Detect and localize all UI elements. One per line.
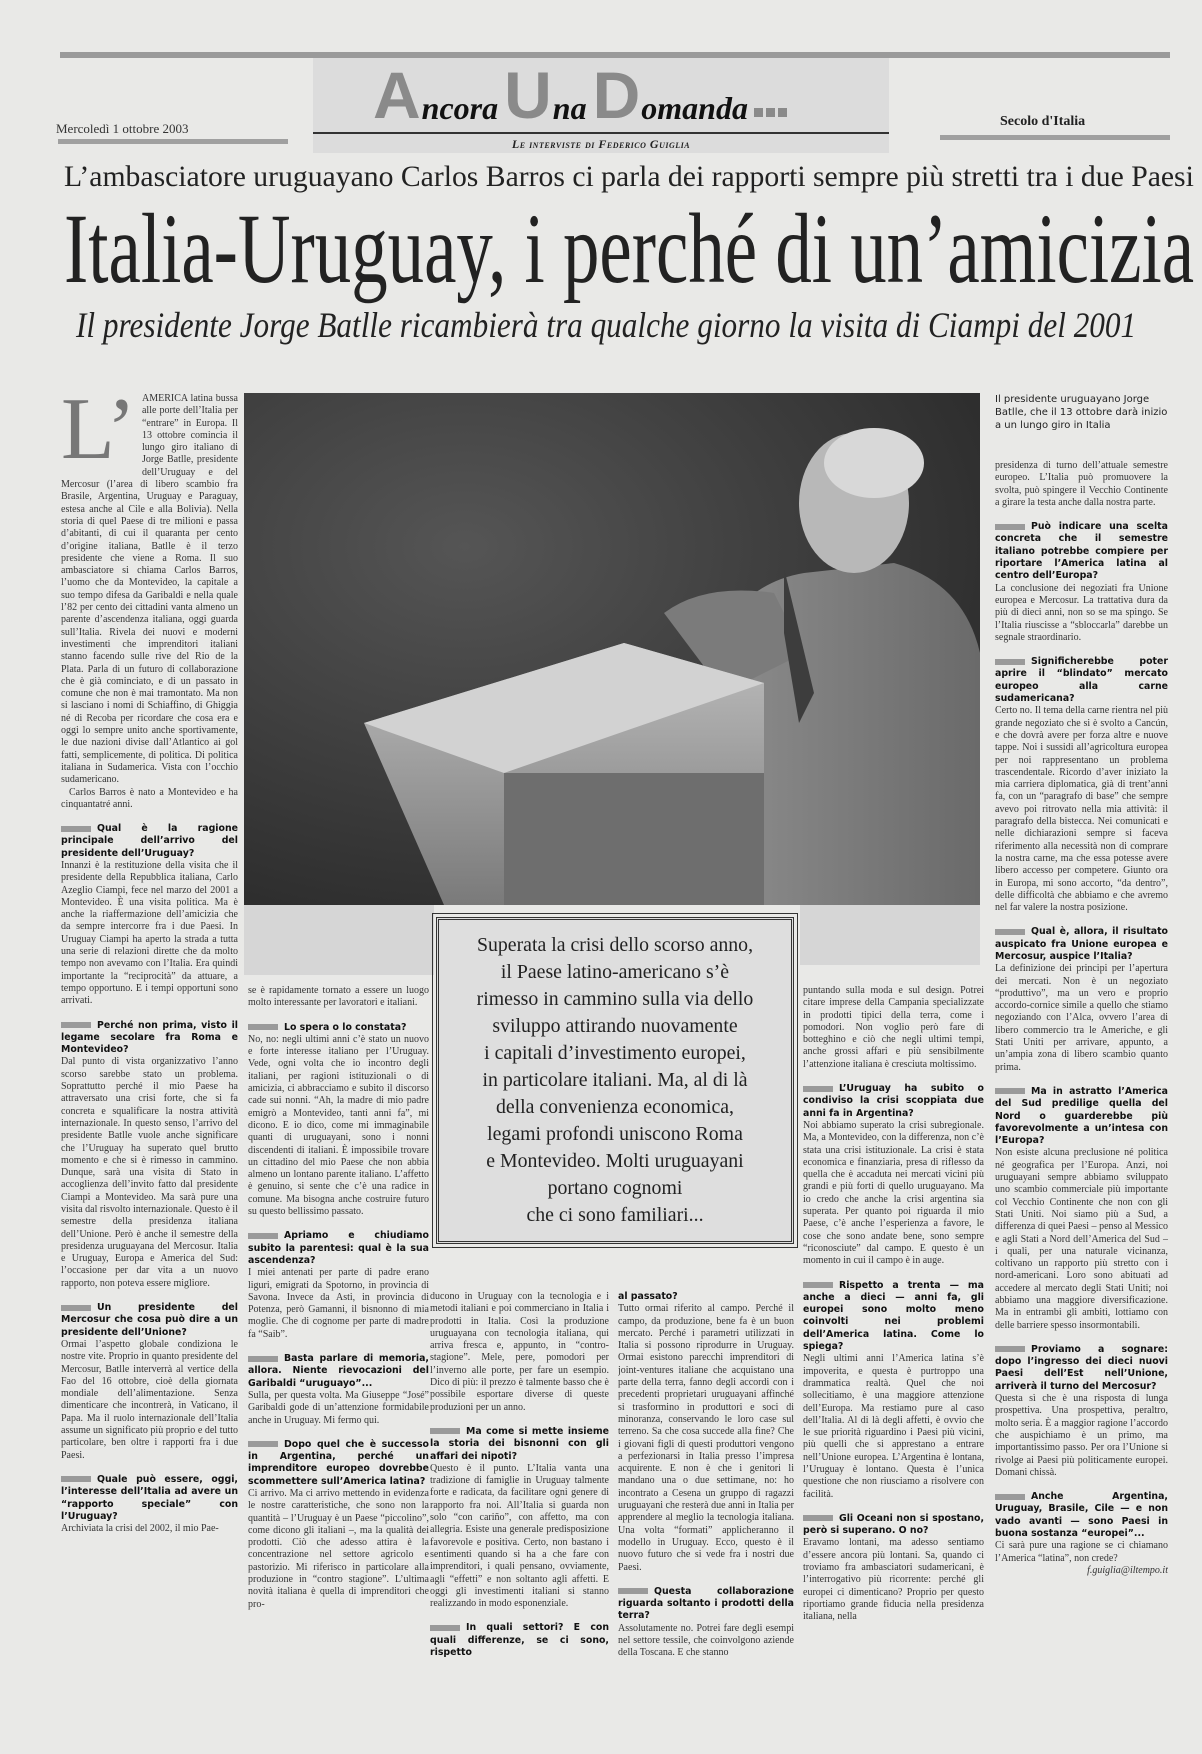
interview-question [803, 1280, 984, 1354]
article-column-1 [61, 393, 238, 1743]
pull-quote-line: legami profondi uniscono Roma [487, 1123, 743, 1145]
interview-question-continued: al passato? [618, 1291, 678, 1302]
masthead-title [373, 58, 790, 132]
article-paragraph: Carlos Barros è nato a Montevideo e ha cinquantatré anni. [61, 786, 238, 810]
divider [940, 135, 1170, 140]
article-paragraph: AMERICA latina bussa alle porte dell’Italia per “entrare” in Europa. Il 13 ottobre comincia il lungo giro italiano di Jorge Batlle, presidente dell’Uruguay e del Mercosur (l’area di libero scambio fra Brasile, Argentina, Uruguay e Paraguay, estesa anche al Cile e alla Bolivia). Nella storia di quel Paese di tre milioni e passa d’abitanti, di cui il quaranta per cento d’origine italiana, Batlle è il terzo presidente che viene a Roma. Il suo ambasciatore si chiama Carlos Barros, l’uomo che da Montevideo, la capitale a suo tempo difesa da Garibaldi e nella quale l’82 per cento dei cittadini vanta almeno un parente d’ascendenza italiana, oggi guarda sull’Italia. Rivela dei nuovi e moderni investimenti che imprenditori italiani stanno facendo sulle rive del Rio de la Plata. Parla di un futuro di collaborazione che è già cominciato, e di un passato in comune che non è mai tramontato. Ma non si lasciano i nomi di Schiaffino, di Ghiggia né di Recoba per ricordare che cosa era e oggi lo sempre unito anche sportivamente, le due nazioni divise dall’Atlantico ai gol fatti, semplicemente, di politica. Di politica italiana in Sudamerica. Vista con l’occhio sudamericano. [61, 393, 238, 786]
question-text: Lo spera o lo constata? [284, 1021, 407, 1033]
question-text: Ma come si mette insieme la storia dei bisnonni con gli affari dei nipoti? [430, 1425, 609, 1462]
question-marker-icon [248, 1024, 278, 1030]
article-paragraph: Tutto ormai riferito al campo. Perché il campo, da produzione, bene fa è un buon mercato. Perché i parametri utilizzati in Italia si possono riprodurre in Uruguay. Ormai esistono parecchi imprenditori di joint-ventures italiane che acquistano una parte della terra, fanno degli accordi con i precedenti proprietari uruguayani affinché si trasformino in produttori e soci di minoranza, conservando le loro case sul terreno. Sa che cosa succede alla fine? Che i giovani figli di questi produttori vengono a perfezionarsi in Italia presso l’impresa acquirente. E non è che i genitori li mandano una o due settimane, no: ho incontrato a Cesena un gruppo di ragazzi uruguayani che resterà due anni in Italia per apprendere al meglio la tecnologia italiana. Una volta “formati” applicheranno il modello in Uruguay. Ecco, questo è il nuovo futuro che si vede fra i nostri due Paesi. [618, 1303, 794, 1573]
article-column-5 [803, 985, 984, 1745]
question-marker-icon [61, 826, 91, 832]
interview-question [248, 1353, 429, 1390]
interview-question [995, 1491, 1168, 1540]
article-column-2 [248, 985, 429, 1745]
pull-quote-line: il Paese latino-americano s’è [500, 961, 730, 983]
photo-president-at-podium [244, 393, 980, 905]
question-text: Un presidente del Mercosur che cosa può dire a un presidente dell’Unione? [61, 1302, 238, 1338]
question-text: In quali settori? E con quali differenze, se ci sono, rispetto [430, 1622, 609, 1659]
interview-question [248, 1230, 429, 1267]
masthead-word: ncora [421, 90, 499, 126]
interview-question [995, 521, 1168, 582]
photo-shadow [244, 905, 434, 975]
masthead-word: na [552, 90, 587, 126]
interview-answer: La definizione dei principi per l’apertura dei mercati. Non è un negoziato “produttivo”, ma un vero e proprio accordo-cornice simile a quello che stiamo negoziando con l’Alca, ovvero l’area di libero commercio tra le Americhe, e gli Stati Uniti per arrivare, appunto, a un’ampia zona di libero scambio quanto prima. [995, 963, 1168, 1073]
pull-quote-line: portano cognomi [547, 1177, 683, 1199]
interview-question [61, 1302, 238, 1339]
interview-answer: Questo è il punto. L’Italia vanta una tradizione di famiglie in Uruguay talmente forte e radicata, da facilitare ogni genere di rapporto fra noi. All’Italia si guarda non solo “con cariño”, con affetto, ma con allegria. Esiste una generale predisposizione favorevole e positiva. Certo, non bastano i sentimenti quando si ha a che fare con imprenditori, i quali pensano, ovviamente, agli “effetti” e non soltanto agli affetti. E oggi gli investimenti italiani si stanno realizzando in modo esponenziale. [430, 1462, 609, 1610]
masthead-word: omanda [641, 90, 748, 126]
interview-answer: Ci arrivo. Ma ci arrivo mettendo in evidenza le nostre caratteristiche, che sono non la quantità – l’Uruguay è un Paese “piccolino”, come dicono gli italiani –, ma la qualità dei prodotti. Ciò che adesso attira è la concentrazione nel settore agricolo e pastorizio. Mi riferisco in particolare alla produzione in “contro stagione”. L’ultima novità italiana è quella di imprenditori che pro- [248, 1487, 429, 1610]
pull-quote-line: che ci sono familiari... [526, 1204, 704, 1226]
interview-answer: Negli ultimi anni l’America latina s’è impoverita, e questa è purtroppo una drammatica realtà. Quel che noi sollecitiamo, è una maggiore attenzione dell’Europa. Ma restiamo pure al caso dell’Italia. Al di là degli affetti, è ovvio che le sue priorità riguardino i Paesi più vicini, più quelli che si apprestano a entrare nell’Unione europea. L’Argentina è lontana, l’Uruguay è lontano. Questa è l’unica questione che non riusciamo a risolvere con facilità. [803, 1353, 984, 1500]
question-marker-icon [430, 1428, 460, 1434]
interview-answer: Noi abbiamo superato la crisi subregionale. Ma, a Montevideo, con la differenza, non c’è stata una crisi istituzionale. La crisi è stata economica e finanziaria, presa di riflesso da quella che è accaduta nei mercati vicini più grandi e più forti di quello uruguayano. Ma io credo che anche la crisi argentina sia superata. Per quanto poi riguarda il mio Paese, c’è anche l’esperienza a favore, le cose che sono andate bene, sono sempre “riconosciute” dal campo. E questo è un momento in cui il campo è in auge. [803, 1119, 984, 1267]
interview-answer: Certo no. Il tema della carne rientra nel più grande negoziato che si è svolto a Cancún, e che dovrà avere per forza altre e nuove tappe. Noi i sussidi all’agricoltura europea per noi rappresentano un problema trascendentale. Ricordo d’aver iniziato la mia carriera diplomatica, già di trent’anni fa, con un “paragrafo di base” che sempre avevo poi ritrovato nella mia attività: il paragrafo della bistecca. Nei comunicati e nelle dichiarazioni sempre si faceva riferimento alla necessità non di comprare la nostra carne, ma che essa potesse avere libero accesso per competere. Giunto ora in Europa, mi sono accorto, “da dentro”, delle difficoltà che abbiamo e che avremo nel far valere la nostra posizione. [995, 705, 1168, 914]
question-marker-icon [430, 1625, 460, 1631]
masthead-initial: A [373, 58, 421, 132]
pull-quote-line: in particolare italiani. Ma, al di là [482, 1069, 748, 1091]
pull-quote-line: sviluppo attirando nuovamente [492, 1015, 738, 1037]
pull-quote-line: rimesso in cammino sulla via dello [476, 988, 754, 1010]
article-paragraph: se è rapidamente tornato a essere un luogo molto interessante per lavoratori e italiani. [248, 985, 429, 1009]
interview-question [995, 926, 1168, 963]
question-marker-icon [995, 1494, 1025, 1500]
question-marker-icon [803, 1086, 833, 1092]
masthead-byline: Le interviste di Federico Guiglia [511, 137, 691, 151]
pull-quote [436, 917, 794, 1244]
question-marker-icon [995, 1088, 1025, 1094]
subtitle: Il presidente Jorge Batlle ricambierà tra qualche giorno la visita di Ciampi del 2001 [76, 305, 1137, 345]
question-text: Qual è la ragione principale dell’arrivo del presidente dell’Uruguay? [61, 823, 238, 859]
question-text: Rispetto a trenta — ma anche a dieci — anni fa, gli europei sono molto meno coinvolti nei problemi dell’America latina. Come lo spiega? [803, 1279, 984, 1353]
question-text: Gli Oceani non si spostano, però si superano. O no? [803, 1512, 984, 1537]
question-marker-icon [995, 524, 1025, 530]
question-text: Qual è, allora, il risultato auspicato fra Unione europea e Mercosur, auspice l’Italia? [995, 926, 1168, 962]
interview-answer: La conclusione dei negoziati fra Unione europea e Mercosur. La trattativa dura da più di dieci anni, non so se ma spingo. Se l’Italia riuscisse a “sbloccarla” darebbe un segnale straordinario. [995, 582, 1168, 643]
question-text: Proviamo a sognare: dopo l’ingresso dei dieci nuovi Paesi dell’Est nell’Unione, arriverà il turno del Mercosur? [995, 1343, 1168, 1392]
interview-answer: Eravamo lontani, ma adesso sentiamo d’essere ancora più lontani. Sa, quando ci troviamo fra ambasciatori sudamericani, è l’interrogativo più ricorrente: perché gli europei ci dimenticano? Proprio per questo riportiamo grande fiducia nella presidenza italiana, nella [803, 1537, 984, 1623]
interview-answer: Questa sì che è una risposta di lunga prospettiva. Una prospettiva, peraltro, molto seria. È a maggior ragione l’accordo che auspichiamo è un primo, ma importantissimo passo. Per ora l’Unione si rivolge ai Paesi più politicamente europei. Domani chissà. [995, 1393, 1168, 1478]
interview-question [995, 1344, 1168, 1393]
interview-question [430, 1426, 609, 1463]
pull-quote-line: della convenienza economica, [495, 1096, 735, 1118]
article-paragraph: presidenza di turno dell’attuale semestre europeo. L’Italia può promuovere la svolta, può spingere il Vecchio Continente a girare la testa anche dalla nostra parte. [995, 460, 1168, 508]
interview-question [618, 1586, 794, 1623]
masthead [313, 58, 889, 153]
question-marker-icon [61, 1305, 91, 1311]
interview-answer: Innanzi è la restituzione della visita che il presidente della Repubblica italiana, Carlo Azeglio Ciampi, fece nel marzo del 2001 a Montevideo. È una visita politica. Ma è anche la riaffermazione dell’amicizia che da sempre intercorre fra i due Paesi. In Uruguay Ciampi ha aperto la strada a tutta una serie di relazioni dirette che da molto tempo non avevamo con l’Italia. Era quindi importante la “reciprocità” da attuare, a tempo opportuno. E i tempi opportuni sono arrivati. [61, 859, 238, 1007]
issue-date: Mercoledì 1 ottobre 2003 [56, 121, 189, 136]
question-text: Dopo quel che è successo in Argentina, perché un imprenditore europeo dovrebbe scommettere sull’America latina? [248, 1438, 429, 1487]
article-paragraph: ducono in Uruguay con la tecnologia e i metodi italiani e poi commerciano in Italia i prodotti in Italia. Così la produzione uruguayana con tecnologia italiana, qui arriva fresca e, appunto, in “contro-stagione”. Mele, pere, pomodori per l’inverno alle porte, per fare un esempio. Dico di più: il prezzo è talmente basso che è possibile esportare diverse di queste produzioni per un anno. [430, 1291, 609, 1413]
question-marker-icon [803, 1515, 833, 1521]
article-column-3 [430, 1291, 609, 1745]
drop-cap: L’ [61, 393, 136, 478]
interview-question [61, 1020, 238, 1057]
article-column-6 [995, 393, 1168, 1745]
interview-question [61, 823, 238, 860]
interview-question [803, 1083, 984, 1120]
photo-shadow [800, 905, 980, 965]
ellipsis-squares-icon [754, 104, 790, 122]
question-text: Questa collaborazione riguarda soltanto i prodotti della terra? [618, 1585, 794, 1622]
headline: Italia-Uruguay, i perché di un’amicizia [64, 193, 1195, 304]
interview-question [995, 656, 1168, 705]
interview-answer: I miei antenati per parte di padre erano liguri, emigrati da Spotorno, in provincia di Savona. Invece da Asti, in provincia di Potenza, però Gamanni, il bisnonno di mia moglie. Che di cognome per parte di madre fa “Saib”. [248, 1267, 429, 1340]
interview-answer: Ormai l’aspetto globale condiziona le nostre vite. Proprio in quanto presidente del Mercosur, Batlle interverrà al vertice della Fao del 16 ottobre, cioè della giornata mondiale dell’alimentazione. Senza dimenticare che incontrerà, in Vaticano, il Papa. Ma il ruolo internazionale dell’Italia assume un significato più proprio e del tutto particolare, ben oltre i rapporti fra i due Paesi. [61, 1338, 238, 1461]
question-text: Anche Argentina, Uruguay, Brasile, Cile — e non vado avanti — sono Paesi in buona sostanza “europei”... [995, 1491, 1168, 1540]
pull-quote-line: i capitali d’investimento europei, [484, 1042, 746, 1064]
question-text: Può indicare una scelta concreta che il semestre italiano potrebbe compiere per riportare l’America latina al centro dell’Europa? [995, 521, 1168, 582]
question-marker-icon [61, 1022, 91, 1028]
masthead-initial: U [504, 58, 552, 132]
pull-quote-line: Superata la crisi dello scorso anno, [476, 934, 754, 956]
question-marker-icon [248, 1441, 278, 1447]
interview-answer: Ci sarà pure una ragione se ci chiamano l’America “latina”, non crede? [995, 1540, 1168, 1564]
interview-answer: Non esiste alcuna preclusione né politica né geografica per l’Europa. Anzi, noi uruguayani sempre abbiamo sviluppato uno scambio commerciale più importante col Vecchio Continente che non con gli Stati Uniti. Noi siamo più a Sud, a differenza di quei Paesi – penso al Messico e agli Stati a Nord dell’America del Sud – i quali, per una naturale vicinanza, coltivano un rapporto più stretto con i nord-americani. Loro sono abituati ad accedere al mercato degli Stati Uniti; noi abbiamo una maggiore diversificazione. Ma in entrambi gli ambiti, lottiamo con delle barriere spesso insormontabili. [995, 1147, 1168, 1331]
masthead-rule [313, 132, 889, 134]
article-column-4 [618, 1291, 794, 1745]
pull-quote-line: e Montevideo. Molti uruguayani [486, 1150, 744, 1172]
interview-question [995, 1086, 1168, 1147]
question-text: Perché non prima, visto il legame secolare fra Roma e Montevideo? [61, 1019, 238, 1056]
interview-answer: Assolutamente no. Potrei fare degli esempi nel settore tessile, che coinvolgono aziende della Toscana. E che stanno [618, 1622, 794, 1659]
question-text: Significherebbe poter aprire il “blindato” mercato europeo alla carne sudamericana? [995, 656, 1168, 705]
question-text: L’Uruguay ha subito o condiviso la crisi scoppiata due anni fa in Argentina? [803, 1083, 984, 1119]
question-marker-icon [248, 1233, 278, 1239]
interview-question [61, 1474, 238, 1523]
author-signature: f.guiglia@iltempo.it [1087, 1564, 1168, 1576]
question-marker-icon [995, 929, 1025, 935]
question-text: Ma in astratto l’America del Sud predilige quella del Nord o guarderebbe più favorevolmente a un’intesa con l’Europa? [995, 1085, 1168, 1147]
article-paragraph: puntando sulla moda e sul design. Potrei citare imprese della Campania specializzate in prodotti tipici della terra, come i pomodori. Non voglio però fare di botteghino e ciò che negli ultimi tempi, anche grossi affari e più sensibilmente l’attenzione italiana è cresciuta moltissimo. [803, 985, 984, 1070]
question-marker-icon [803, 1282, 833, 1288]
masthead-initial: D [592, 58, 641, 132]
interview-question [803, 1513, 984, 1538]
divider [58, 139, 288, 144]
question-marker-icon [61, 1476, 91, 1482]
question-marker-icon [618, 1588, 648, 1594]
question-text: Apriamo e chiudiamo subito la parentesi: qual è la sua ascendenza? [248, 1230, 429, 1266]
interview-answer: Sulla, per questa volta. Ma Giuseppe “José” Garibaldi gode di un’attenzione formidabile anche in Uruguay. Mi fermo qui. [248, 1389, 429, 1426]
photo-caption: Il presidente uruguayano Jorge Batlle, che il 13 ottobre darà inizio a un lungo giro in Italia [995, 394, 1168, 431]
question-marker-icon [248, 1356, 278, 1362]
interview-answer: Archiviata la crisi del 2002, il mio Pae- [61, 1523, 219, 1535]
interview-question [430, 1622, 609, 1659]
question-marker-icon [995, 659, 1025, 665]
interview-question [248, 1022, 429, 1034]
interview-question [248, 1439, 429, 1488]
interview-answer: No, no: negli ultimi anni c’è stato un nuovo e forte interesse italiano per l’Uruguay. Vede, ogni volta che io incontro degli italiani, per ragioni istituzionali o di amicizia, ci abbracciamo e subito il discorso cade sui nonni. “Ah, la madre di mio padre emigrò a Montevideo, tanti anni fa”, mi dicono. E io dico, come mi immaginabile quanti di uruguayani, sono i nonni discendenti di italiani. È impossibile trovare un cittadino del mio Paese che non abbia almeno un lontano parente italiano. L’affetto è genuino, si sente che c’è una radice in comune. Ma bisogna anche costruire futuro su questo bellissimo passato. [248, 1033, 429, 1218]
question-text: Basta parlare di memoria, allora. Niente rievocazioni del Garibaldi “uruguayo”... [248, 1353, 429, 1389]
interview-answer: Dal punto di vista organizzativo l’anno scorso sarebbe stato un problema. Soprattutto perché il mio Paese ha attraversato una crisi forte, che si fa concreta e squalificare la nostra attività internazionale. In questo senso, l’arrivo del presidente Batlle vuole anche significare che l’Uruguay ha superato quel brutto momento e che si è rimesso in cammino. Dunque, sarà una visita di Stato in accoglienza dell’invito fatto dal presidente Ciampi a Montevideo. Ma sarà pure una visita dal risvolto internazionale. Questo è il semestre della presidenza italiana dell’Unione. Però è anche il semestre della presidenza uruguayana del Mercosur. Italia e Uruguay, Europa e America del Sud: l’occasione per dar vita a un nuovo rapporto, non poteva essere migliore. [61, 1056, 238, 1289]
kicker: L’ambasciatore uruguayano Carlos Barros ci parla dei rapporti sempre più stretti tra i due Paesi [64, 160, 1194, 193]
question-text: Quale può essere, oggi, l’interesse dell’Italia ad avere un “rapporto speciale” con l’Uruguay? [61, 1473, 238, 1522]
newspaper-name: Secolo d'Italia [1000, 114, 1086, 129]
question-marker-icon [995, 1346, 1025, 1352]
